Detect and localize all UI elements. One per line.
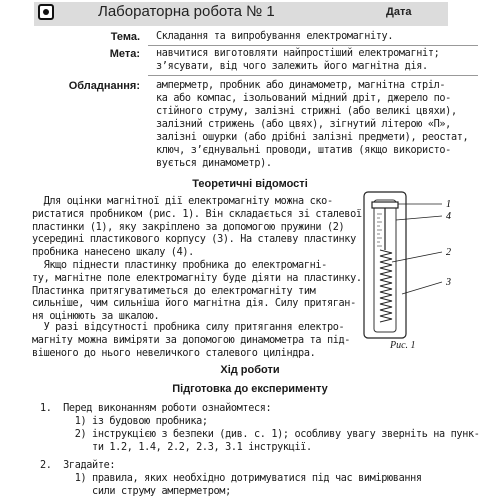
list-item: ти 1.2, 1.4, 2.2, 2.3, 3.1 інструкції. — [40, 442, 312, 453]
text-line: ня оцінюють за шкалою. — [32, 311, 160, 323]
equipment-line-2: ка або компас, ізольований мідний дріт, джерело по- — [156, 93, 451, 104]
text-line: ту, магнітне поле електромагніту буде діяти на пластинку. — [32, 272, 362, 284]
procedure-heading: Хід роботи — [220, 364, 280, 376]
steel-plate — [372, 202, 398, 208]
theory-heading: Теоретичні відомості — [192, 178, 308, 190]
record-icon — [38, 4, 54, 20]
text-line: пробника нанесено шкалу (4). — [32, 247, 194, 259]
goal-line-2: з’ясувати, від чого залежить його магнітна дія. — [156, 61, 428, 72]
equipment-line-6: ключ, з’єднувальні проводи, штатив (якщо використо- — [156, 145, 451, 156]
figure-label-1: 1 — [446, 199, 451, 210]
lab-title: Лабораторна робота № 1 — [98, 3, 275, 20]
figure-label-3: 3 — [446, 277, 451, 288]
text-line: Пластинка притягуватиметься до електромагніту тим — [32, 285, 316, 297]
equipment-line-7: вується динамометр). — [156, 158, 272, 169]
date-label: Дата — [386, 6, 412, 18]
topic-label: Тема. — [110, 31, 140, 43]
list-item: сили струму амперметром; — [40, 486, 231, 497]
procedure-subheading: Підготовка до експерименту — [172, 383, 328, 395]
topic-value: Складання та випробування електромагніту. — [156, 31, 394, 42]
text-line: магніту можна виміряти за допомогою динамометра та під- — [32, 334, 351, 346]
equipment-line-4: залізний стрижень (або цвях), зігнутий літерою «П», — [156, 119, 451, 130]
equipment-line-5: залізні ошурки (або дрібні залізні предмети), реостат, — [156, 132, 469, 143]
figure-caption: Рис. 1 — [390, 340, 416, 351]
text-line: Для оцінки магнітної дії електромагніту можна ско- — [32, 196, 333, 207]
theory-paragraph-1 — [32, 196, 362, 260]
goal-line-1: навчитися виготовляти найпростіший електромагніт; — [156, 48, 440, 59]
theory-paragraph-3 — [32, 322, 362, 360]
list-item: 2. Згадайте: — [40, 460, 116, 471]
figure-label-2: 2 — [446, 247, 451, 258]
figure-label-4: 4 — [446, 211, 451, 222]
text-line: ристатися пробником (рис. 1). Він складається зі сталевої — [32, 208, 362, 220]
text-line: Якщо піднести пластинку пробника до електромагні- — [32, 260, 327, 271]
equipment-line-1: амперметр, пробник або динамометр, магнітна стріл- — [156, 80, 446, 91]
text-line: сильніше, чим сильніша його магнітна дія. Силу притяган- — [32, 298, 356, 310]
equipment-line-3: стійного струму, залізні стрижні (або великі цвяхи), — [156, 106, 457, 117]
text-line: усередині пластикового корпусу (3). На сталеву пластинку — [32, 234, 356, 246]
probe-figure — [358, 190, 478, 340]
list-item: 1) із будовою пробника; — [40, 416, 208, 427]
text-line: пластинки (1), яку закріплено за допомогою пружини (2) — [32, 221, 345, 233]
theory-paragraph-2 — [32, 260, 362, 324]
list-item: 2) інструкцією з безпеки (див. с. 1); особливу увагу зверніть на пунк- — [40, 429, 480, 440]
equipment-label: Обладнання: — [68, 80, 140, 92]
list-item: 1. Перед виконанням роботи ознайомтеся: — [40, 403, 272, 414]
text-line: вішеного до нього невеличкого сталевого циліндра. — [32, 347, 316, 359]
goal-label: Мета: — [109, 48, 140, 60]
topic-rule — [148, 45, 478, 46]
goal-rule — [148, 75, 478, 76]
list-item: 1) правила, яких необхідно дотримуватися під час вимірювання — [40, 473, 422, 484]
text-line: У разі відсутності пробника силу притягання електро- — [32, 322, 345, 333]
